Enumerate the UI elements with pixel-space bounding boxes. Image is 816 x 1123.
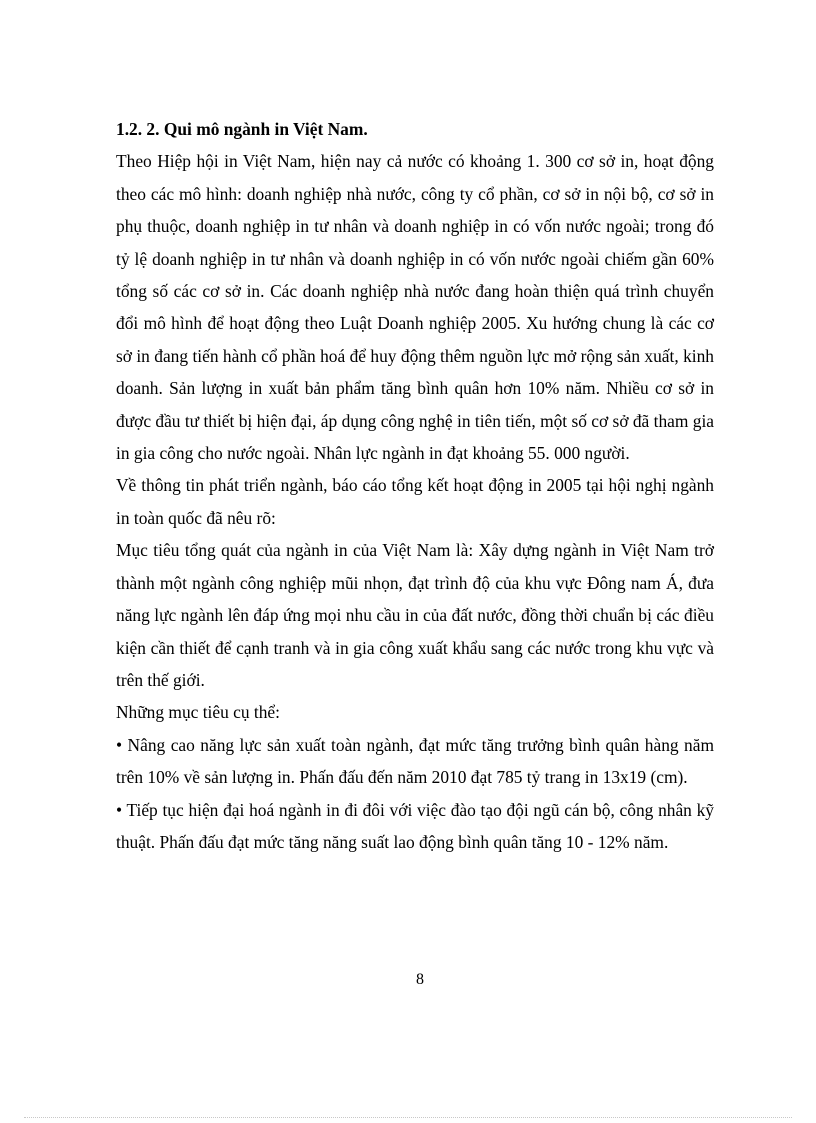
paragraph-industry-overview: Theo Hiệp hội in Việt Nam, hiện nay cả nước có khoảng 1. 300 cơ sở in, hoạt động theo các mô hình: doanh nghiệp nhà nước, công ty cổ phần, cơ sở in nội bộ, cơ sở in phụ thuộc, doanh nghiệp in tư nhân và doanh nghiệp in có vốn nước ngoài; trong đó tỷ lệ doanh nghiệp in tư nhân và doanh nghiệp in có vốn nước ngoài chiếm gần 60% tổng số các cơ sở in. Các doanh nghiệp nhà nước đang hoàn thiện quá trình chuyển đổi mô hình để hoạt động theo Luật Doanh nghiệp 2005. Xu hướng chung là các cơ sở in đang tiến hành cổ phần hoá để huy động thêm nguồn lực mở rộng sản xuất, kinh doanh. Sản lượng in xuất bản phẩm tăng bình quân hơn 10% năm. Nhiều cơ sở in được đầu tư thiết bị hiện đại, áp dụng công nghệ in tiên tiến, một số cơ sở đã tham gia in gia công cho nước ngoài. Nhân lực ngành in đạt khoảng 55. 000 người. — [116, 151, 714, 464]
page-bottom-divider — [24, 1117, 792, 1118]
page-body — [116, 113, 714, 858]
paragraph-development-info: Về thông tin phát triển ngành, báo cáo tổng kết hoạt động in 2005 tại hội nghị ngành in toàn quốc đã nêu rõ: — [116, 475, 714, 528]
paragraph-specific-goals-label: Những mục tiêu cụ thể: — [116, 702, 280, 723]
section-heading: 1.2. 2. Qui mô ngành in Việt Nam. — [116, 119, 368, 139]
paragraph-general-goal: Mục tiêu tổng quát của ngành in của Việt Nam là: Xây dựng ngành in Việt Nam trở thành một ngành công nghiệp mũi nhọn, đạt trình độ của khu vực Đông nam Á, đưa năng lực ngành lên đáp ứng mọi nhu cầu in của đất nước, đồng thời chuẩn bị các điều kiện cần thiết để cạnh tranh và in gia công xuất khẩu sang các nước trong khu vực và trên thế giới. — [116, 540, 714, 690]
bullet-capacity-goal: • Nâng cao năng lực sản xuất toàn ngành, đạt mức tăng trưởng bình quân hàng năm trên 10% về sản lượng in. Phấn đấu đến năm 2010 đạt 785 tỷ trang in 13x19 (cm). — [116, 734, 714, 788]
page-number: 8 — [416, 971, 424, 988]
bullet-modernization-goal: • Tiếp tục hiện đại hoá ngành in đi đôi với việc đào tạo đội ngũ cán bộ, công nhân kỹ thuật. Phấn đấu đạt mức tăng năng suất lao động bình quân tăng 10 - 12% năm. — [116, 799, 714, 852]
